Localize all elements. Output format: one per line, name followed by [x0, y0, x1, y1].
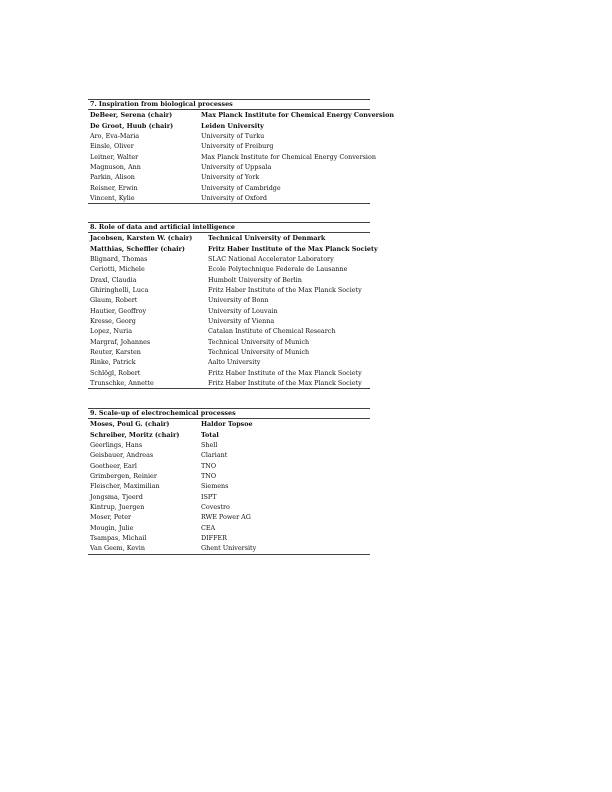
- member-affiliation: Technical University of Denmark: [208, 234, 326, 243]
- member-row: [88, 492, 370, 502]
- section-title: 9. Scale-up of electrochemical processes: [90, 409, 236, 417]
- member-row: [88, 326, 370, 336]
- member-name: Einsle, Oliver: [90, 142, 134, 151]
- member-name: DeBeer, Serena (chair): [90, 111, 173, 120]
- member-name: Magnuson, Ann: [90, 162, 141, 171]
- member-affiliation: Fritz Haber Institute of the Max Planck Society: [208, 368, 362, 377]
- member-affiliation: Fritz Haber Institute of the Max Planck Society: [208, 285, 362, 294]
- member-row: [88, 172, 370, 182]
- member-name: Schreiber, Moritz (chair): [90, 430, 180, 439]
- member-list: [88, 419, 370, 553]
- chair-row: [88, 233, 370, 243]
- member-name: Vincent, Kylie: [90, 193, 135, 202]
- member-name: Kintrup, Juergen: [90, 502, 145, 511]
- member-name: Tsampas, Michail: [90, 533, 147, 542]
- member-name: Reuter, Karsten: [90, 347, 141, 356]
- chair-row: [88, 419, 370, 429]
- member-affiliation: Haldor Topsoe: [201, 420, 253, 429]
- member-row: [88, 285, 370, 295]
- member-name: Moses, Poul G. (chair): [90, 420, 170, 429]
- member-affiliation: Total: [201, 430, 219, 439]
- member-list: [88, 233, 378, 388]
- member-affiliation: Humbolt University of Berlin: [208, 275, 302, 284]
- chair-row: [88, 244, 378, 254]
- member-affiliation: DIFFER: [201, 533, 227, 542]
- section-biological-processes: [88, 99, 394, 204]
- member-name: Reisner, Erwin: [90, 183, 138, 192]
- member-affiliation: TNO: [201, 471, 217, 480]
- member-name: De Groot, Huub (chair): [90, 121, 174, 130]
- member-name: Grimbergen, Reinier: [90, 471, 157, 480]
- member-row: [88, 368, 370, 378]
- member-row: [88, 131, 370, 141]
- member-row: [88, 193, 370, 203]
- member-affiliation: Fritz Haber Institute of the Max Planck Society: [208, 379, 362, 387]
- bottom-rule: [88, 388, 370, 389]
- section-title: 8. Role of data and artificial intelligence: [90, 223, 235, 231]
- member-name: Schlögl, Robert: [90, 368, 141, 377]
- member-affiliation: Covestro: [201, 502, 230, 511]
- member-row: [88, 152, 376, 162]
- section-title: 7. Inspiration from biological processes: [90, 100, 233, 108]
- member-row: [88, 481, 370, 491]
- member-name: Ghiringhelli, Luca: [90, 285, 149, 294]
- member-affiliation: University of Bonn: [208, 296, 269, 305]
- member-affiliation: Shell: [201, 440, 218, 449]
- member-row: [88, 141, 370, 151]
- member-affiliation: Technical University of Munich: [208, 337, 310, 346]
- member-row: [88, 357, 370, 367]
- member-row: [88, 543, 370, 553]
- bottom-rule: [88, 554, 370, 555]
- member-affiliation: Aalto University: [208, 358, 261, 367]
- member-row: [88, 183, 370, 193]
- chair-row: [88, 430, 370, 440]
- member-row: [88, 512, 370, 522]
- member-name: Van Geem, Kevin: [90, 544, 145, 553]
- member-list: [88, 110, 394, 203]
- section-data-and-ai: [88, 222, 378, 389]
- member-row: [88, 337, 370, 347]
- member-affiliation: CEA: [201, 523, 216, 532]
- chair-row: [88, 110, 394, 120]
- member-row: [88, 533, 370, 543]
- member-row: [88, 254, 370, 264]
- member-row: [88, 316, 370, 326]
- member-affiliation: University of York: [201, 173, 260, 182]
- member-affiliation: RWE Power AG: [201, 513, 251, 522]
- member-name: Ceriotti, Michele: [90, 265, 145, 274]
- member-affiliation: Clariant: [201, 451, 228, 460]
- member-name: Matthias, Scheffler (chair): [90, 244, 185, 253]
- chair-row: [88, 121, 370, 131]
- member-affiliation: University of Freiburg: [201, 142, 274, 151]
- member-affiliation: Max Planck Institute for Chemical Energy Conversion: [201, 152, 376, 161]
- member-name: Jongsma, Tjeerd: [90, 492, 143, 501]
- member-row: [88, 471, 370, 481]
- member-name: Goetheer, Earl: [90, 461, 137, 470]
- member-name: Kresse, Georg: [90, 316, 136, 325]
- member-name: Hautier, Geoffroy: [90, 306, 147, 315]
- member-name: Blignard, Thomas: [90, 254, 148, 263]
- member-row: [88, 502, 370, 512]
- bottom-rule: [88, 203, 370, 204]
- member-name: Draxl, Claudia: [90, 275, 137, 284]
- member-name: Lopez, Nuria: [90, 327, 133, 336]
- member-affiliation: Max Planck Institute for Chemical Energy Conversion: [201, 111, 394, 120]
- member-affiliation: SLAC National Accelerator Laboratory: [208, 254, 334, 263]
- member-name: Glaum, Robert: [90, 296, 138, 305]
- member-affiliation: Ghent University: [201, 544, 257, 553]
- member-name: Jacobsen, Karsten W. (chair): [90, 234, 193, 243]
- member-row: [88, 306, 370, 316]
- member-name: Leitner, Walter: [90, 152, 139, 161]
- member-name: Aro, Eva-Maria: [90, 131, 140, 140]
- member-name: Margraf, Johannes: [90, 337, 151, 346]
- member-row: [88, 440, 370, 450]
- member-row: [88, 275, 370, 285]
- member-name: Fleischer, Maximilian: [90, 482, 160, 491]
- member-affiliation: ISPT: [201, 492, 217, 501]
- member-row: [88, 295, 370, 305]
- member-affiliation: Siemens: [201, 482, 229, 491]
- member-affiliation: Catalan Institute of Chemical Research: [208, 327, 336, 336]
- member-affiliation: University of Cambridge: [201, 183, 281, 192]
- member-affiliation: University of Louvain: [208, 306, 278, 315]
- section-electrochemical-scale-up: [88, 408, 370, 555]
- member-row: [88, 162, 370, 172]
- member-row: [88, 264, 370, 274]
- member-row: [88, 523, 370, 533]
- member-affiliation: University of Oxford: [201, 193, 267, 202]
- member-affiliation: University of Uppsala: [201, 162, 272, 171]
- member-name: Geisbauer, Andreas: [90, 451, 154, 460]
- member-affiliation: TNO: [201, 461, 217, 470]
- member-name: Parkin, Alison: [90, 173, 135, 182]
- member-row: [88, 347, 370, 357]
- member-affiliation: University of Vienna: [208, 316, 275, 325]
- member-name: Moser, Peter: [90, 513, 132, 522]
- member-affiliation: Fritz Haber Institute of the Max Planck Society: [208, 244, 378, 253]
- member-row: [88, 378, 370, 388]
- member-affiliation: Technical University of Munich: [208, 347, 310, 356]
- member-name: Trunschke, Annette: [90, 379, 154, 387]
- member-row: [88, 461, 370, 471]
- member-row: [88, 450, 370, 460]
- member-affiliation: Leiden University: [201, 121, 264, 130]
- member-name: Rinke, Patrick: [90, 358, 136, 367]
- member-name: Mougin, Julie: [90, 523, 134, 532]
- member-affiliation: Ecole Polytechnique Federale de Lausanne: [208, 265, 348, 274]
- member-affiliation: University of Turku: [201, 131, 265, 140]
- member-name: Geerlings, Hans: [90, 440, 143, 449]
